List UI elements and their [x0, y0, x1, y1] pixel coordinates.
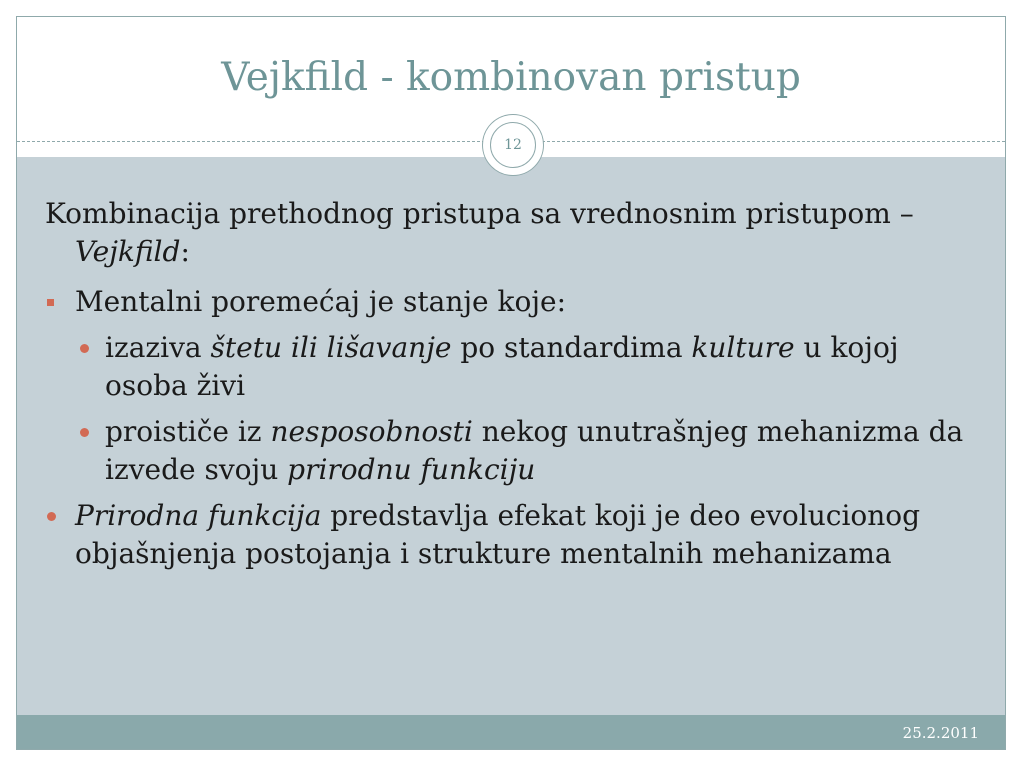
- footer-bar: [17, 715, 1005, 750]
- sub-bullet-1-part3: u kojoj osoba živi: [105, 331, 899, 402]
- slide: [16, 16, 1006, 750]
- page-number: 12: [490, 122, 536, 168]
- sub-bullet-2-italic1: nesposobnosti: [270, 415, 473, 448]
- dot-bullet-icon: [80, 428, 89, 437]
- sub-bullet-item-1: [45, 329, 985, 405]
- slide-body: [45, 195, 985, 581]
- sub-bullet-1-italic2: kulture: [691, 331, 795, 364]
- sub-bullet-1-part2: po standardima: [451, 331, 692, 364]
- bullet-2-italic1: Prirodna funkcija: [75, 499, 322, 532]
- footer-date: 25.2.2011: [902, 724, 979, 742]
- square-bullet-icon: [47, 299, 54, 306]
- bullet-2-text: [75, 499, 920, 570]
- dot-bullet-icon: [47, 512, 56, 521]
- intro-italic: Vejkfild: [75, 235, 181, 268]
- sub-bullet-item-2: [45, 413, 985, 489]
- intro-suffix: :: [180, 235, 190, 268]
- bullet-item-1: [45, 283, 985, 321]
- sub-bullet-2-part2: nekog unutrašnjeg mehanizma da izvede svoju: [105, 415, 964, 486]
- sub-bullet-1-part1: izaziva: [105, 331, 211, 364]
- bullet-1-text: Mentalni poremećaj je stanje koje:: [75, 285, 567, 318]
- dot-bullet-icon: [80, 344, 89, 353]
- sub-bullet-2-text: [105, 413, 985, 489]
- sub-bullet-1-italic1: štetu ili lišavanje: [210, 331, 452, 364]
- slide-title: Vejkfild - kombinovan pristup: [221, 55, 801, 100]
- bullet-2-part1: predstavlja efekat koji je deo evolucionog objašnjenja postojanja i strukture mentalnih mehanizama: [75, 499, 921, 570]
- sub-bullet-1-text: [105, 329, 985, 405]
- intro-paragraph: [45, 195, 985, 271]
- bullet-item-2: [45, 497, 985, 573]
- page-number-badge: [483, 115, 543, 175]
- sub-bullet-2-part1: proističe iz: [105, 415, 271, 448]
- sub-bullet-2-italic2: prirodnu funkciju: [287, 453, 536, 486]
- intro-text: Kombinacija prethodnog pristupa sa vrednosnim pristupom –: [45, 197, 914, 230]
